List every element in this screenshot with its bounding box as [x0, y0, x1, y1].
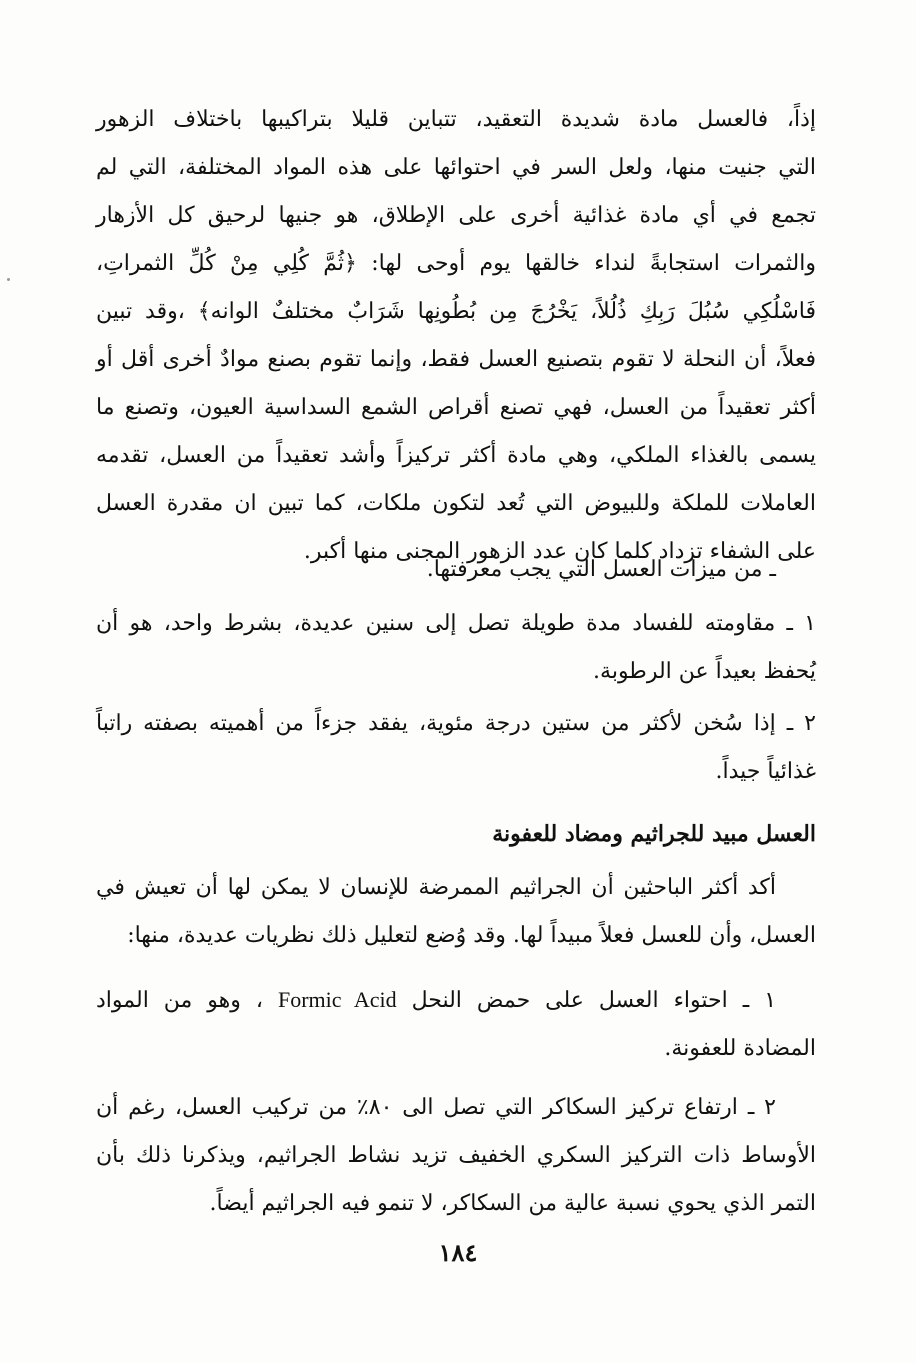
paragraph-antibacterial: [96, 864, 816, 960]
text-line: العاملات للملكة وللبيوض التي تُعد لتكون ملكات، كما تبين ان مقدرة العسل: [96, 491, 816, 516]
feature-item-2: [96, 700, 816, 796]
paragraph-intro: [96, 96, 816, 576]
text-line: إذاً، فالعسل مادة شديدة التعقيد، تتباين قليلا بتراكيبها باختلاف الزهور: [96, 107, 816, 132]
text-line: يسمى بالغذاء الملكي، وهي مادة أكثر تركيزاً وأشد تعقيداً من العسل، تقدمه: [96, 443, 816, 468]
text-line: الأوساط ذات التركيز السكري الخفيف تزيد نشاط الجراثيم، ويذكرنا ذلك بأن: [96, 1143, 816, 1168]
text-line: والثمرات استجابةً لنداء خالقها يوم أوحى لها: ﴿ثُمَّ كُلِي مِنْ كُلِّ الثمراتِ،: [96, 251, 816, 276]
text-line: التمر الذي يحوي نسبة عالية من السكاكر، لا تنمو فيه الجراثيم أيضاً.: [209, 1191, 816, 1216]
text-line: أكد أكثر الباحثين أن الجراثيم الممرضة للإنسان لا يمكن لها أن تعيش في: [96, 875, 776, 900]
text-line: التي جنيت منها، ولعل السر في احتوائها على هذه المواد المختلفة، التي لم: [96, 155, 816, 180]
text-line: على الشفاء تزداد كلما كان عدد الزهور المجنى منها أكبر.: [303, 539, 816, 564]
text-line: يُحفظ بعيداً عن الرطوبة.: [593, 659, 816, 684]
text-line: تجمع في أي مادة غذائية أخرى على الإطلاق، هو جنيها لرحيق كل الأزهار: [96, 203, 816, 228]
text-line: غذائياً جيداً.: [715, 759, 816, 784]
text-line: ٢ ـ إذا سُخن لأكثر من ستين درجة مئوية، يفقد جزءاً من أهميته بصفته راتباً: [96, 711, 816, 736]
text-line: العسل، وأن للعسل فعلاً مبيداً لها. وقد وُضع لتعليل ذلك نظريات عديدة، منها:: [127, 923, 816, 948]
page-number: ١٨٤: [438, 1238, 478, 1267]
text-line: المضادة للعفونة.: [664, 1036, 816, 1061]
text-line: فعلاً، أن النحلة لا تقوم بتصنيع العسل فقط، وإنما تقوم بصنع موادٌ أخرى أقل أو: [96, 347, 816, 372]
text-line: أكثر تعقيداً من العسل، فهي تصنع أقراص الشمع السداسية العيون، وتصنع ما: [96, 395, 816, 420]
theory-item-1: [96, 976, 816, 1073]
formic-acid-term: Formic Acid: [278, 987, 397, 1012]
text-line: ٢ ـ ارتفاع تركيز السكاكر التي تصل الى ٨٠٪ من تركيب العسل، رغم أن: [96, 1095, 776, 1120]
theory-item-1-suffix: ، وهو من المواد: [96, 988, 263, 1013]
section-heading-block: [96, 810, 816, 858]
section-heading: العسل مبيد للجراثيم ومضاد للعفونة: [492, 821, 816, 847]
theory-item-1-prefix: ١ ـ احتواء العسل على حمض النحل: [411, 988, 777, 1013]
text-line: ١ ـ مقاومته للفساد مدة طويلة تصل إلى سنين عديدة، بشرط واحد، هو أن: [96, 611, 816, 636]
text-line: ـ من ميزات العسل التي يجب معرفتها.: [426, 557, 776, 582]
text-line: [96, 976, 816, 1025]
features-intro: [96, 546, 816, 594]
text-line: فَاسْلُكِي سُبُلَ رَبِكِ ذُلُلاً، يَخْرُجَ مِن بُطُونِها شَرَابٌ مختلفٌ الوانه﴾ ،وقد تبين: [96, 299, 816, 324]
theory-item-2: [96, 1084, 816, 1228]
feature-item-1: [96, 600, 816, 696]
scan-speck: [7, 278, 10, 281]
